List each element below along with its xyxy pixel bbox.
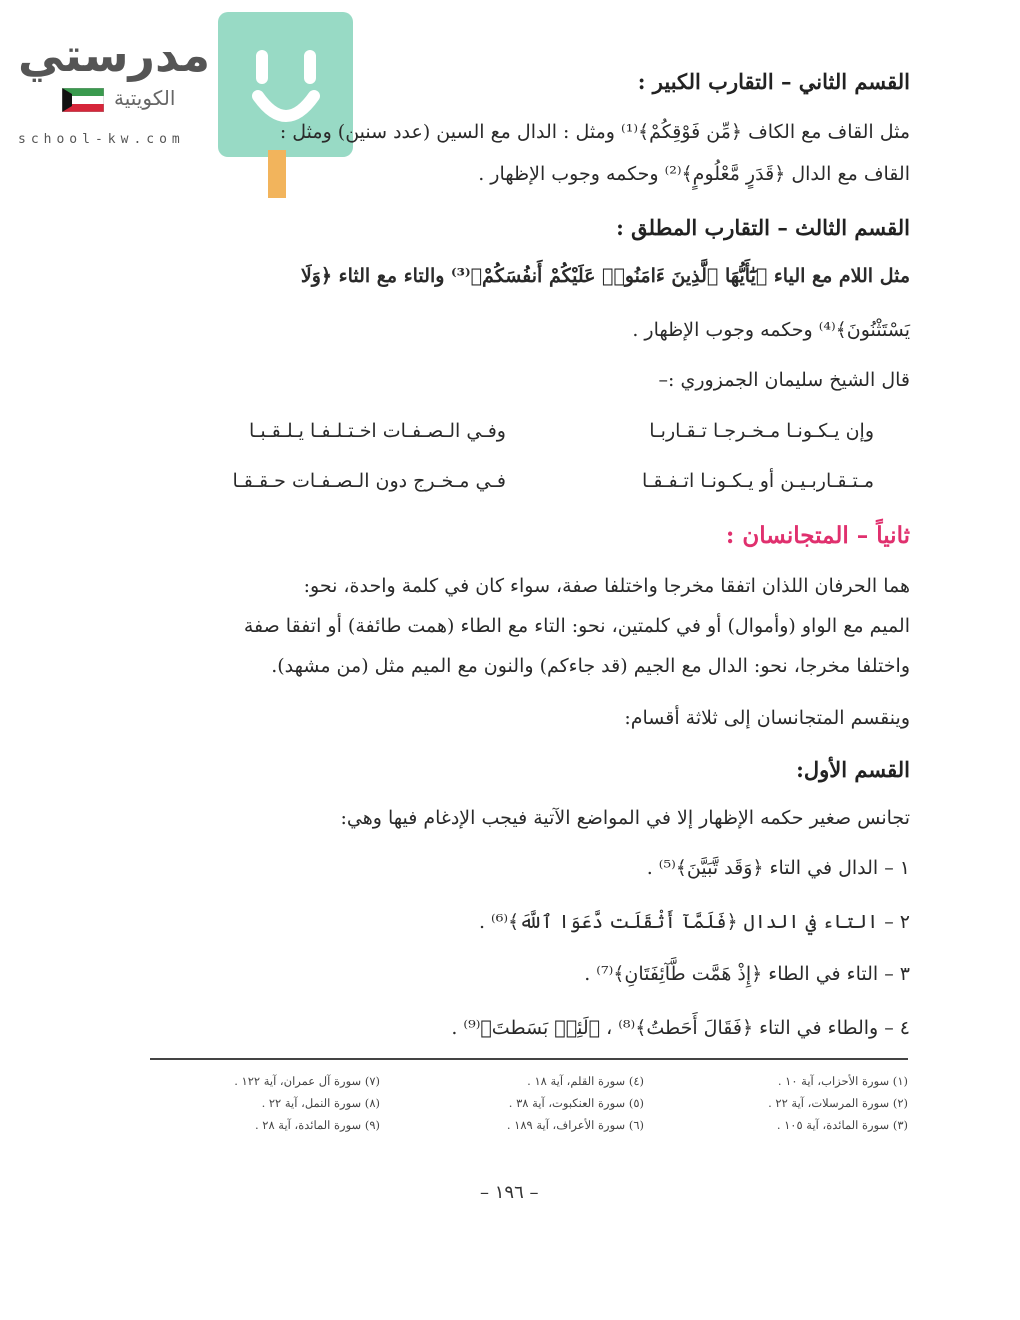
list-item: ١ – الدال في التاء ﴿وَقَد تَّبَيَّنَ﴾⁽⁵⁾ . <box>646 857 910 879</box>
poem-verse: مـتـقـاربـيـن أو يـكـونـا اتـفـقـا <box>641 470 874 492</box>
site-logo <box>10 10 360 190</box>
text-line: تجانس صغير حكمه الإظهار إلا في المواضع الآتية فيجب الإدغام فيها وهي: <box>340 807 910 829</box>
footnote-divider <box>150 1058 908 1060</box>
footnote: (٥) سورة العنكبوت، آية ٣٨ . <box>508 1096 644 1110</box>
footnote: (٢) سورة المرسلات، آية ٢٢ . <box>768 1096 908 1110</box>
logo-url: school-kw.com <box>18 132 185 147</box>
footnote: (٩) سورة المائدة، آية ٢٨ . <box>254 1118 380 1132</box>
section-heading-1: القسم الأول: <box>796 757 910 782</box>
logo-subtitle: الكويتية <box>114 86 176 110</box>
footnote: (١) سورة الأحزاب، آية ١٠ . <box>777 1074 908 1088</box>
kuwait-flag-icon <box>62 88 104 112</box>
text-line: وينقسم المتجانسان إلى ثلاثة أقسام: <box>624 707 910 729</box>
section-heading-2: القسم الثاني – التقارب الكبير : <box>637 69 910 94</box>
list-item: ٢ – التاء في الدال ﴿فَلَمَّآ أَثْقَلَت دَّعَوَا ٱللَّهَ﴾⁽⁶⁾ . <box>478 911 910 933</box>
section-heading-3: القسم الثالث – التقارب المطلق : <box>616 215 910 240</box>
text-line: مثل القاف مع الكاف ﴿مِّن فَوْقِكُمْ﴾⁽¹⁾ ومثل : الدال مع السين (عدد سنين) ومثل : <box>279 121 910 143</box>
footnote: (٨) سورة النمل، آية ٢٢ . <box>261 1096 380 1110</box>
text-line: هما الحرفان اللذان اتفقا مخرجا واختلفا صفة، سواء كان في كلمة واحدة، نحو: <box>303 575 910 597</box>
list-item: ٤ – والطاء في التاء ﴿فَقَالَ أَحَطتُ﴾⁽⁸⁾ ، ﴿لَئِنۢ بَسَطتَ﴾⁽⁹⁾ . <box>451 1017 910 1039</box>
section-title-mutajanisan: ثانياً – المتجانسان : <box>725 522 910 549</box>
logo-bookmark-tab <box>268 150 286 198</box>
poem-verse: فـي مـخـرج دون الـصـفـات حـقـقـا <box>232 470 506 492</box>
text-line: قال الشيخ سليمان الجمزوري :– <box>658 369 910 391</box>
text-line: الميم مع الواو (وأموال) أو في كلمتين، نحو: التاء مع الطاء (همت طائفة) أو اتفقا صفة <box>243 615 910 637</box>
text-line: واختلفا مخرجا، نحو: الدال مع الجيم (قد جاءكم) والنون مع الميم مثل (من مشهد). <box>271 655 910 677</box>
footnote: (٣) سورة المائدة، آية ١٠٥ . <box>776 1118 908 1132</box>
list-item: ٣ – التاء في الطاء ﴿إِذْ هَمَّت طَّآئِفَتَانِ﴾⁽⁷⁾ . <box>584 963 910 985</box>
footnote: (٤) سورة القلم، آية ١٨ . <box>527 1074 644 1088</box>
poem-verse: وإن يـكـونـا مـخـرجـا تـقـاربـا <box>649 420 874 442</box>
text-line: يَسْتَثْنُونَ﴾⁽⁴⁾ وحكمه وجوب الإظهار . <box>632 319 910 341</box>
text-line: مثل اللام مع الياء ﴿يَٰٓأَيُّهَا ٱلَّذِينَ ءَامَنُوا۟ عَلَيْكُمْ أَنفُسَكُمْ﴾⁽³⁾ والتاء مع الثاء ﴿وَلَا <box>300 265 910 287</box>
page-number: – ١٩٦ – <box>480 1182 539 1203</box>
text-line: القاف مع الدال ﴿قَدَرٍ مَّعْلُومٍ﴾⁽²⁾ وحكمه وجوب الإظهار . <box>478 163 910 185</box>
footnote: (٦) سورة الأعراف، آية ١٨٩ . <box>506 1118 644 1132</box>
poem-verse: وفـي الـصـفـات اخـتـلـفـا يـلـقـبـا <box>248 420 506 442</box>
footnote: (٧) سورة آل عمران، آية ١٢٢ . <box>234 1074 380 1088</box>
logo-brand: مدرستي <box>18 28 211 82</box>
